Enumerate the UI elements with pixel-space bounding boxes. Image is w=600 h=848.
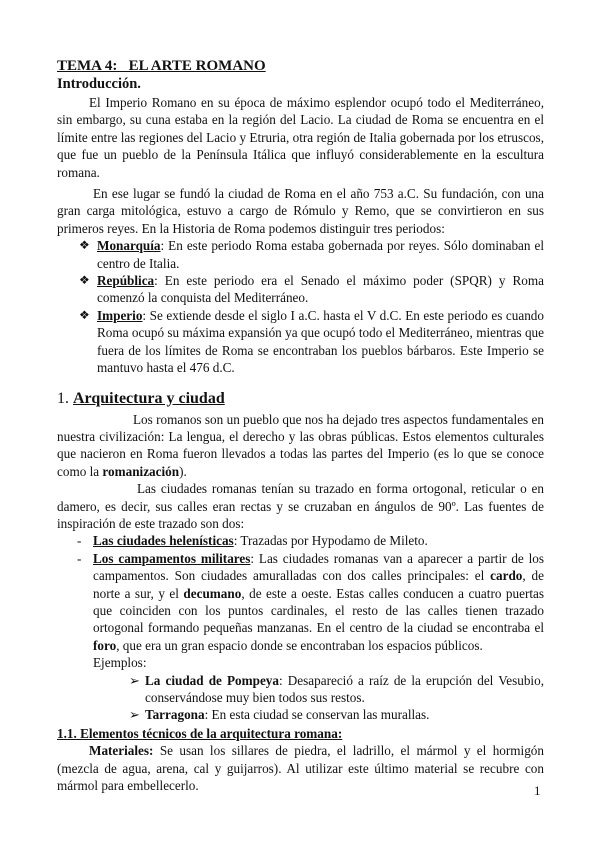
example-text: : En esta ciudad se conservan las murallas. (204, 707, 430, 723)
source-text: : Trazadas por Hypodamo de Mileto. (233, 533, 428, 549)
section-heading (57, 389, 544, 409)
examples-list (57, 672, 544, 724)
materials-paragraph (57, 742, 544, 794)
dash-bullet: - (77, 550, 82, 566)
intro-paragraph-1: El Imperio Romano en su época de máximo esplendor ocupó todo el Mediterráneo, sin embargo, su cuna estaba en la región del Lacio. La ciudad de Roma se encuentra en el límite entre las regiones del Lacio y Etruria, otra región de Italia gobernada por los etruscos, que fue un pueblo de la Península Itálica que influyó considerablemente en la escultura romana. (57, 95, 544, 180)
list-item (57, 672, 544, 707)
page-title: TEMA 4: EL ARTE ROMANO (57, 58, 266, 74)
diamond-bullet-icon: ❖ (79, 307, 90, 322)
example-term: Tarragona (145, 707, 205, 723)
section-paragraph-2: Las ciudades romanas tenían su trazado en forma ortogonal, reticular o en damero, es decir, sus calles eran rectas y se cruzaban en ángulos de 90º. Las fuentes de inspiración de este trazado son dos: (57, 481, 544, 531)
period-text: : En este periodo era el Senado el máximo poder (SPQR) y Roma comenzó la conquista del Mediterráneo. (97, 273, 544, 306)
page-number: 1 (534, 783, 541, 798)
section-title: Arquitectura y ciudad (73, 389, 225, 407)
diamond-bullet-icon: ❖ (79, 238, 90, 253)
period-text: : En este periodo Roma estaba gobernada por reyes. Sólo dominaban el centro de Italia. (97, 238, 544, 271)
diamond-bullet-icon: ❖ (79, 273, 90, 288)
list-item (57, 532, 544, 549)
source-text: : Las ciudades romanas van a aparecer a partir de los campamentos. Son ciudades amuralladas con dos calles principales: el (93, 550, 544, 584)
arrow-bullet-icon: ➢ (129, 672, 141, 688)
list-item (57, 237, 544, 272)
materials-text: Se usan los sillares de piedra, el ladrillo, el mármol y el hormigón (mezcla de agua, arena, cal y guijarros). Al utilizar este último material se recubre con mármol para embellecerlo. (57, 743, 544, 794)
list-item (57, 272, 544, 307)
page-content (57, 57, 544, 794)
cardo-term: cardo (490, 568, 523, 584)
decumano-term: decumano (183, 585, 242, 601)
period-term: República (97, 273, 155, 289)
source-text: , que era un gran espacio donde se encontraban los espacios públicos. (116, 637, 483, 653)
example-term: La ciudad de Pompeya (145, 672, 279, 688)
source-term: Las ciudades helenísticas (93, 533, 234, 549)
sources-list (57, 532, 544, 654)
source-text: , de este a oeste. Estas calles conducen a cuatro puertas que coinciden con los puntos cardinales, el resto de las calles tienen trazado ortogonal formando pequeñas manzanas. En el centro de la ciudad se encontraba el (93, 585, 545, 636)
section-number: 1. (57, 389, 69, 407)
romanizacion-term: romanización (102, 463, 180, 479)
dash-bullet: - (77, 533, 82, 549)
source-text: , de norte a sur, y el (93, 568, 544, 601)
list-item (57, 706, 544, 723)
example-text: : Desapareció a raíz de la erupción del Vesubio, conservándose muy bien todos sus restos. (145, 672, 544, 705)
materials-label: Materiales: (89, 743, 154, 759)
examples-label: Ejemplos: (93, 655, 147, 671)
period-term: Monarquía (97, 238, 161, 254)
paragraph-text: ). (179, 463, 187, 479)
periods-list (57, 237, 544, 376)
subsection-heading: 1.1. Elementos técnicos de la arquitectura romana: (57, 725, 343, 741)
foro-term: foro (93, 637, 117, 653)
intro-paragraph-2: En ese lugar se fundó la ciudad de Roma en el año 753 a.C. Su fundación, con una gran carga mitológica, estuvo a cargo de Rómulo y Remo, que se convirtieron en sus primeros reyes. En la Historia de Roma podemos distinguir tres periodos: (57, 186, 544, 236)
list-item (57, 550, 544, 654)
section-paragraph-1 (57, 411, 544, 481)
paragraph-text: Los romanos son un pueblo que nos ha dejado tres aspectos fundamentales en nuestra civilización: La lengua, el derecho y las obras públicas. Estos elementos culturales que nacieron en Roma fueron llevados a todas las partes del Imperio (es lo que se conoce como la (57, 411, 544, 479)
intro-heading: Introducción. (57, 76, 141, 92)
period-term: Imperio (97, 307, 143, 323)
source-term: Los campamentos militares (93, 550, 251, 566)
arrow-bullet-icon: ➢ (129, 707, 141, 723)
period-text: : Se extiende desde el siglo I a.C. hasta el V d.C. En este periodo es cuando Roma ocupó su máxima expansión ya que ocupó todo el Mediterráneo, mientras que fuera de los límites de Roma se encontraban los pueblos bárbaros. Este Imperio se mantuvo hasta el 476 d.C. (97, 307, 544, 376)
list-item (57, 307, 544, 377)
